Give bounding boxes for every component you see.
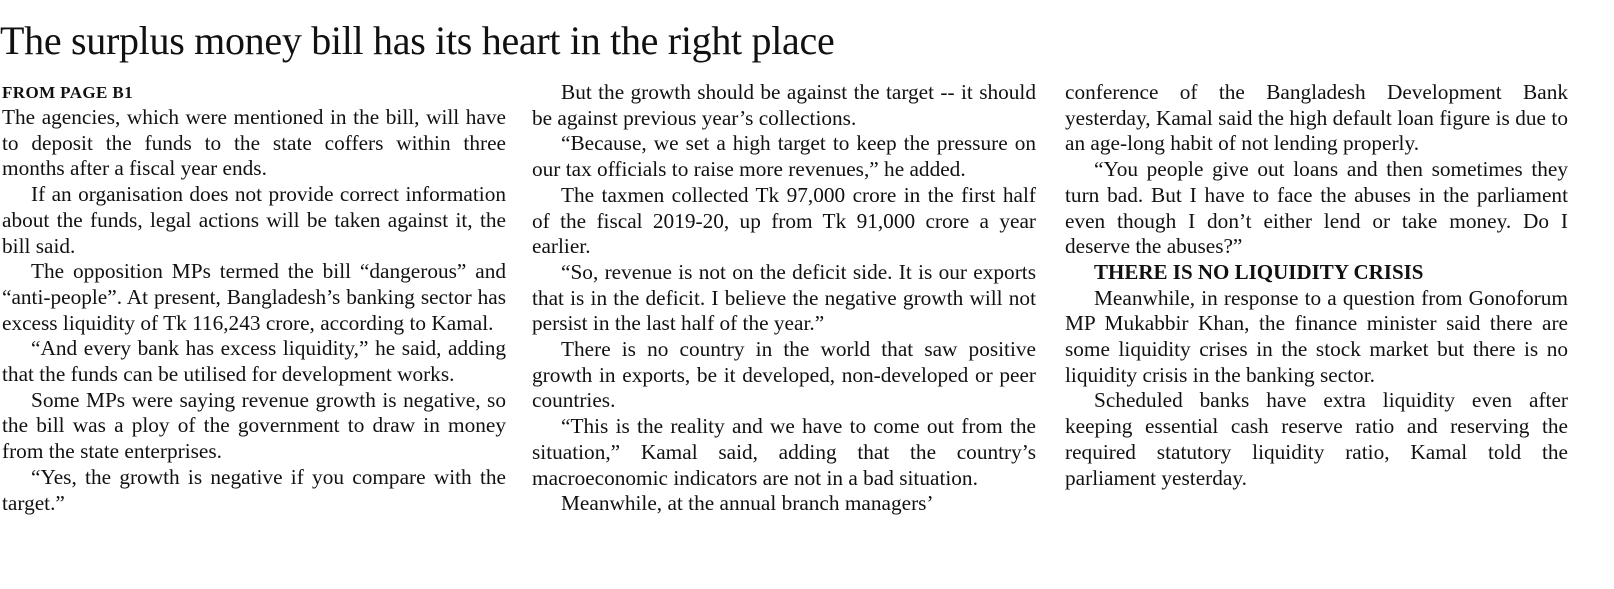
paragraph: “Yes, the growth is negative if you compare with the target.”: [2, 464, 506, 515]
paragraph: conference of the Bangladesh Development Bank yesterday, Kamal said the high default loan figure is due to an age-long habit of not lending properly.: [1065, 80, 1568, 156]
article-column-3: [1065, 80, 1568, 585]
paragraph: The opposition MPs termed the bill “dangerous” and “anti-people”. At present, Bangladesh’s banking sector has excess liquidity of Tk 116,243 crore, according to Kamal.: [2, 259, 506, 335]
paragraph: “So, revenue is not on the deficit side. It is our exports that is in the deficit. I believe the negative growth will not persist in the last half of the year.”: [532, 259, 1036, 336]
paragraph: Scheduled banks have extra liquidity even after keeping essential cash reserve ratio and reserving the required statutory liquidity ratio, Kamal told the parliament yesterday.: [1065, 388, 1568, 490]
paragraph: “You people give out loans and then sometimes they turn bad. But I have to face the abuses in the parliament even though I don’t either lend or take money. Do I deserve the abuses?”: [1065, 157, 1568, 259]
paragraph: Meanwhile, in response to a question from Gonoforum MP Mukabbir Khan, the finance minister said there are some liquidity crises in the stock market but there is no liquidity crisis in the banking sector.: [1065, 285, 1568, 387]
paragraph: The agencies, which were mentioned in the bill, will have to deposit the funds to the state coffers within three months after a fiscal year ends.: [2, 105, 506, 181]
article-column-2: [532, 80, 1036, 585]
column-2-paragraphs: [532, 80, 1036, 517]
paragraph: If an organisation does not provide correct information about the funds, legal actions will be taken against it, the bill said.: [2, 182, 506, 258]
continued-from-kicker: FROM PAGE B1: [2, 83, 134, 102]
paragraph: “This is the reality and we have to come out from the situation,” Kamal said, adding that the country’s macroeconomic indicators are not in a bad situation.: [532, 414, 1036, 490]
column-1-paragraphs: [2, 105, 506, 516]
paragraph: “Because, we set a high target to keep the pressure on our tax officials to raise more revenues,” he added.: [532, 131, 1036, 182]
paragraph: The taxmen collected Tk 97,000 crore in the first half of the fiscal 2019-20, up from Tk 91,000 crore a year earlier.: [532, 182, 1036, 259]
paragraph: Meanwhile, at the annual branch managers’: [561, 491, 934, 516]
paragraph: “And every bank has excess liquidity,” he said, adding that the funds can be utilised for development works.: [2, 336, 506, 387]
article-column-1: [2, 80, 506, 585]
paragraph: But the growth should be against the target -- it should be against previous year’s collections.: [532, 80, 1036, 130]
paragraph: Some MPs were saying revenue growth is negative, so the bill was a ploy of the government to draw in money from the state enterprises.: [2, 387, 506, 464]
headline: The surplus money bill has its heart in the right place: [0, 18, 835, 63]
column-3-paragraphs-after-subhead: [1065, 286, 1568, 492]
column-3-paragraphs: [1065, 80, 1568, 260]
paragraph: There is no country in the world that saw positive growth in exports, be it developed, non-developed or peer countries.: [532, 337, 1036, 413]
section-subhead: THERE IS NO LIQUIDITY CRISIS: [1094, 259, 1424, 284]
